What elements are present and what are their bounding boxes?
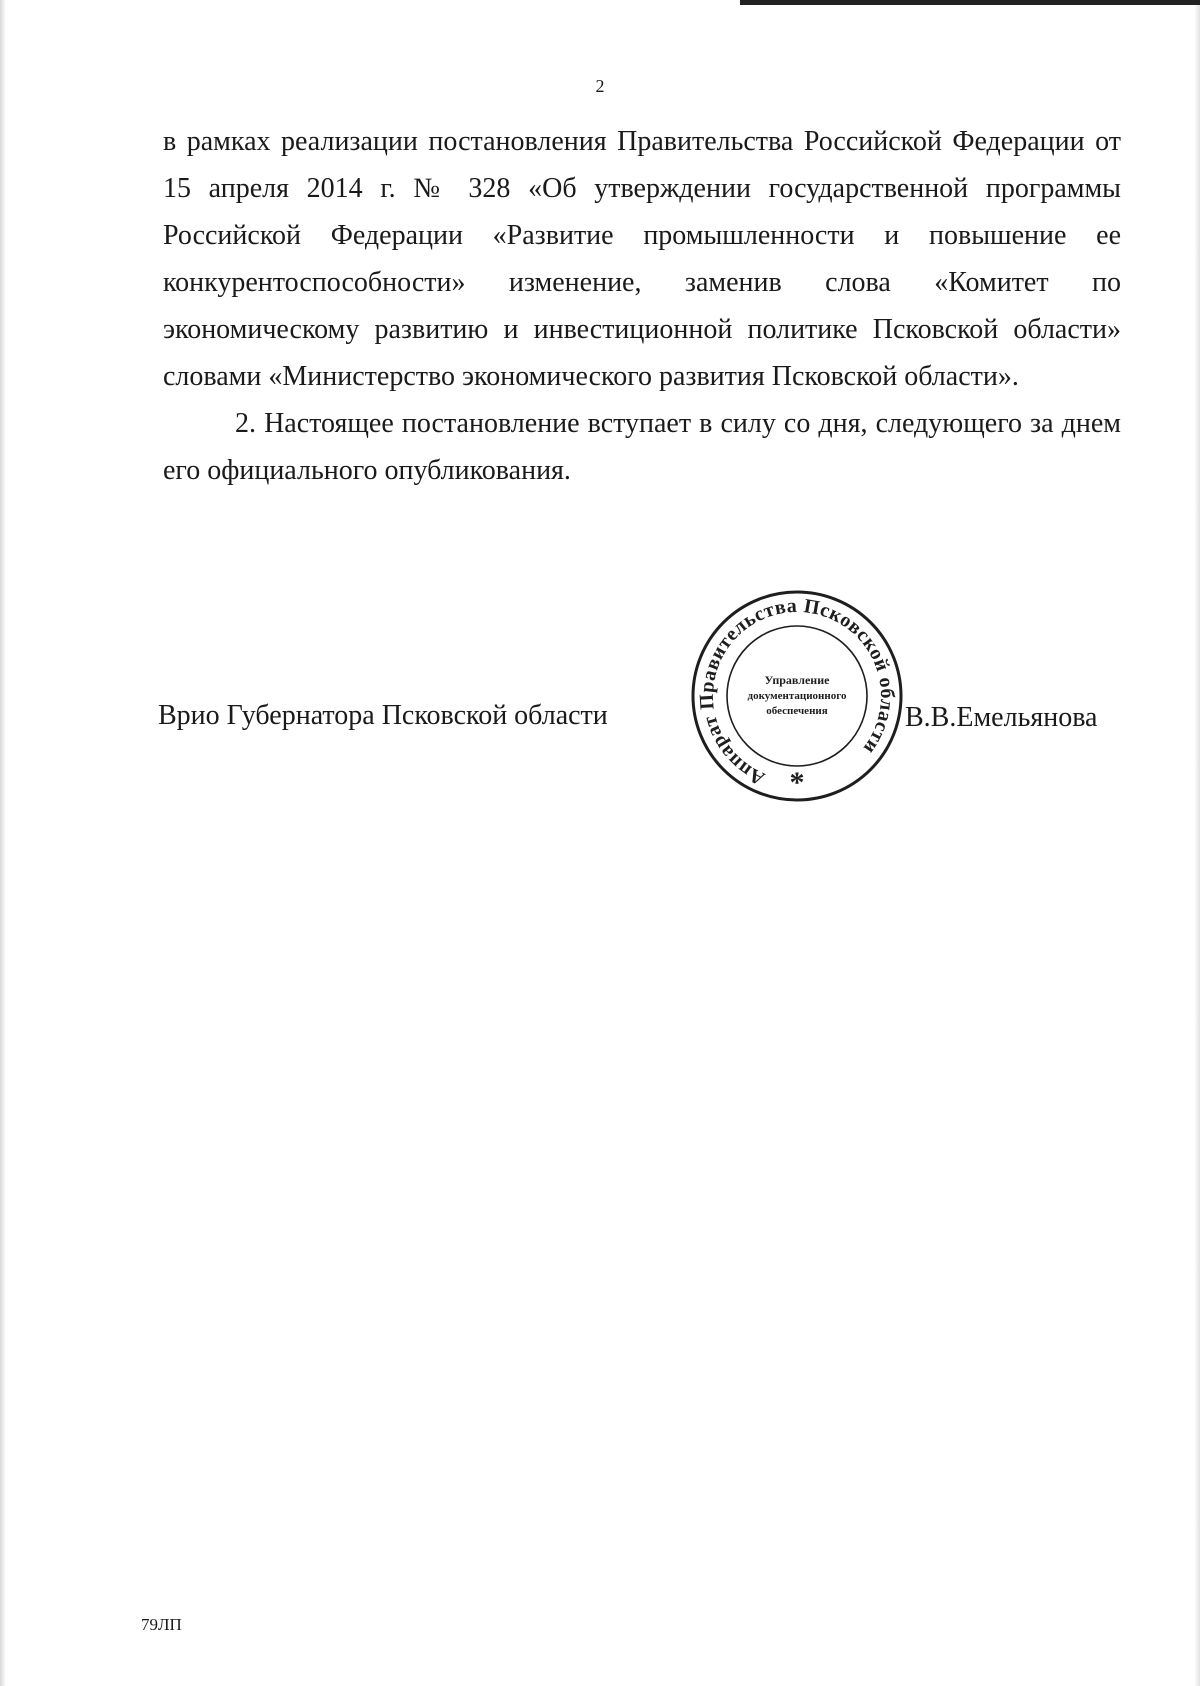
seal-inner-line-2: документационного xyxy=(747,690,847,702)
seal-inner-line-3: обеспечения xyxy=(766,705,828,717)
page-number: 2 xyxy=(595,76,605,96)
seal-inner-line-1: Управление xyxy=(764,673,830,687)
signer-name: В.В.Емельянова xyxy=(905,702,1098,733)
paragraph-1: в рамках реализации постановления Правительства Российской Федерации от 15 апреля 2014 г. № 328 «Об утверждении государственной программы Российской Федерации «Развитие промышленности и повышение ее конкурентоспособности» изменение, заменив слова «Комитет по экономическому развитию и инвестиционной политике Псковской области» словами «Министерство экономического развития Псковской области». xyxy=(163,126,1121,392)
signature-block xyxy=(0,700,1200,760)
scan-artifact-line xyxy=(740,0,1200,5)
scan-edge-left xyxy=(0,0,6,1686)
signer-title: Врио Губернатора Псковской области xyxy=(158,700,608,731)
scan-edge-right xyxy=(1194,0,1200,1686)
official-seal xyxy=(688,587,906,805)
paragraph-2: 2. Настоящее постановление вступает в силу со дня, следующего за днем его официального опубликования. xyxy=(163,408,1121,486)
document-body xyxy=(163,118,1121,494)
seal-outer-text: Аппарат Правительства Псковской области xyxy=(695,594,899,790)
seal-star-icon: * xyxy=(789,766,805,799)
document-code: 79ЛП xyxy=(141,1615,182,1634)
